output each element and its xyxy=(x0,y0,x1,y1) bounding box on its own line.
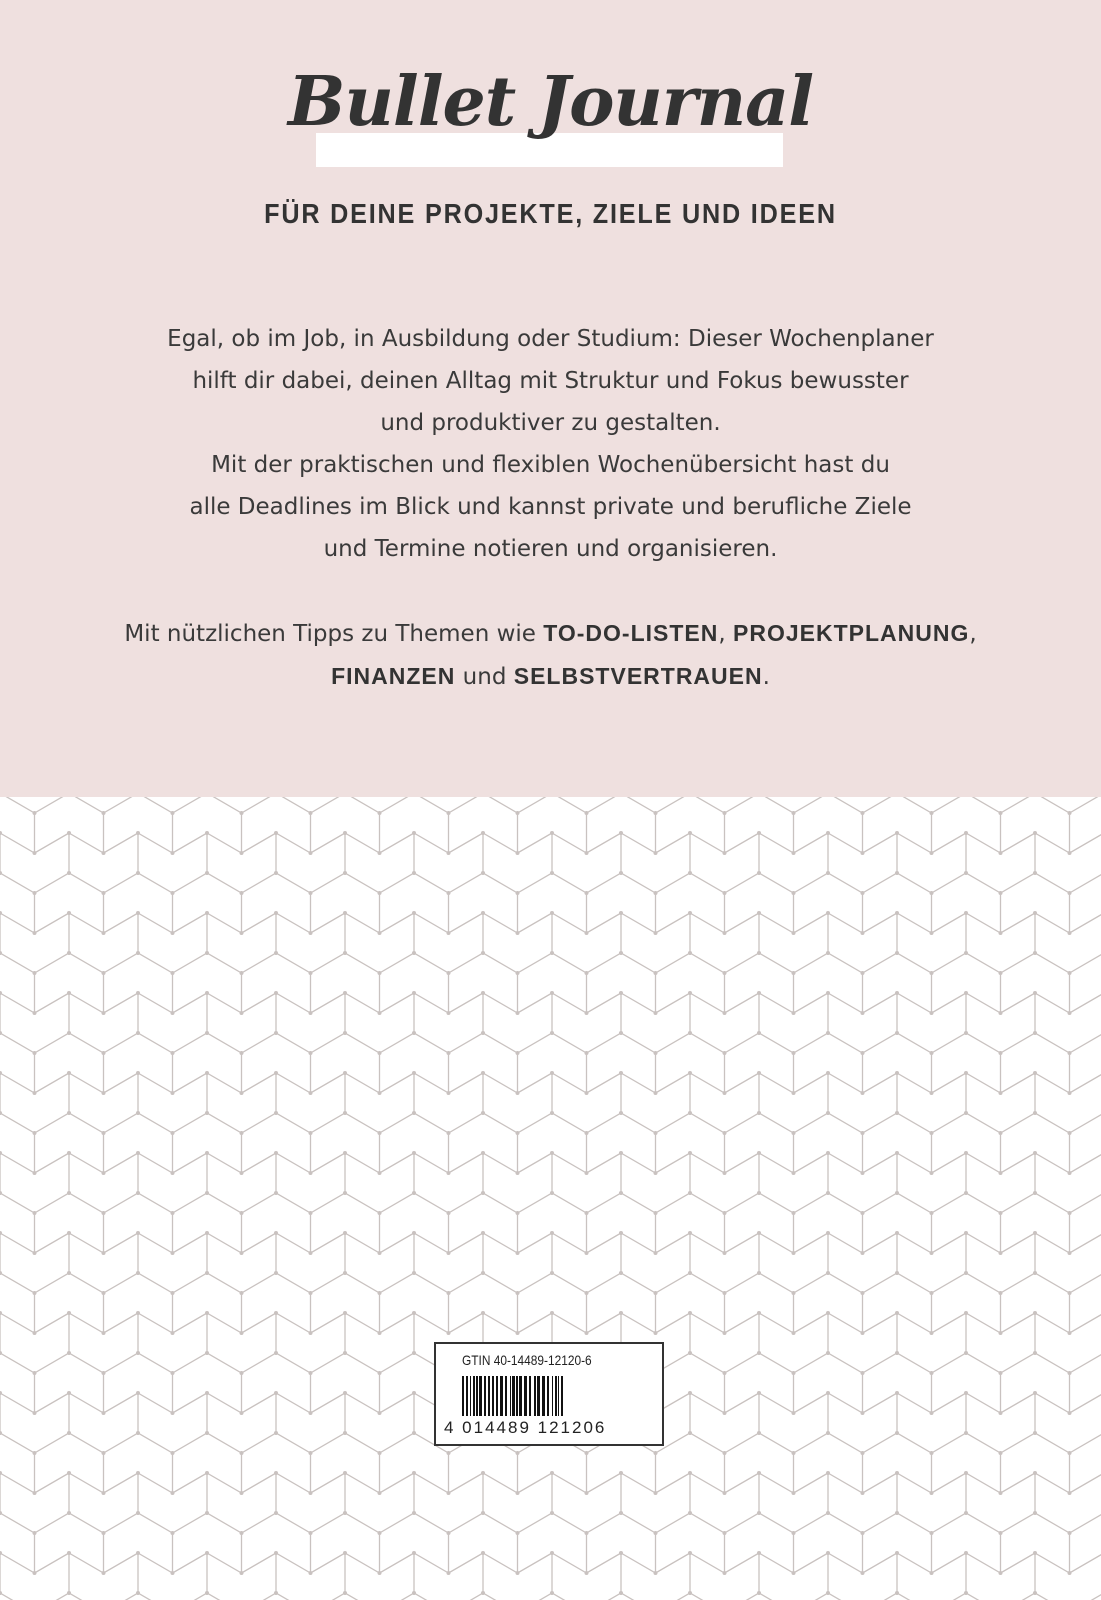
description-line: hilft dir dabei, deinen Alltag mit Struktur und Fokus bewusster xyxy=(192,368,909,394)
keyword-todo-lists: TO-DO-LISTEN xyxy=(543,620,719,646)
barcode-bars xyxy=(462,1376,622,1416)
tips-separator: , xyxy=(718,621,733,647)
barcode-bar xyxy=(496,1376,498,1416)
barcode-bar xyxy=(537,1376,540,1416)
tips-prefix: Mit nützlichen Tipps zu Themen wie xyxy=(124,621,544,647)
tips-separator: , xyxy=(969,621,977,647)
barcode-bar xyxy=(524,1376,527,1416)
barcode-bar xyxy=(484,1376,486,1416)
cube-pattern-background xyxy=(0,797,1101,1600)
barcode-bar xyxy=(561,1376,563,1416)
tips-suffix: . xyxy=(762,664,770,690)
barcode-bar xyxy=(534,1376,536,1416)
top-panel xyxy=(0,0,1101,797)
barcode-bar xyxy=(510,1376,511,1416)
barcode-bar xyxy=(512,1376,515,1416)
tips-connector: und xyxy=(455,664,514,690)
tips-line-1 xyxy=(0,612,1101,655)
barcode-bar xyxy=(547,1376,549,1416)
barcode-bar xyxy=(488,1376,490,1416)
barcode-bar xyxy=(476,1376,478,1416)
description-line: Mit der praktischen und flexiblen Wochenübersicht hast du xyxy=(211,452,890,478)
barcode-bar xyxy=(555,1376,557,1416)
barcode-bar xyxy=(529,1376,531,1416)
barcode-bar xyxy=(473,1376,475,1416)
barcode-bar xyxy=(470,1376,471,1416)
barcode-bar xyxy=(462,1376,464,1416)
description-line: und Termine notieren und organisieren. xyxy=(323,536,778,562)
barcode-bar xyxy=(500,1376,503,1416)
tips-line-2 xyxy=(0,655,1101,698)
description-paragraph xyxy=(0,318,1101,570)
book-title: Bullet Journal xyxy=(287,62,814,142)
keyword-project-planning: PROJEKTPLANUNG xyxy=(733,620,970,646)
description-line: und produktiver zu gestalten. xyxy=(380,410,721,436)
barcode-label xyxy=(434,1342,664,1446)
barcode-bar xyxy=(505,1376,507,1416)
description-line: alle Deadlines im Blick und kannst private und berufliche Ziele xyxy=(189,494,912,520)
book-subtitle: FÜR DEINE PROJEKTE, ZIELE UND IDEEN xyxy=(264,198,837,229)
gtin-number: GTIN 40-14489-12120-6 xyxy=(462,1352,592,1368)
barcode-bar xyxy=(516,1376,518,1416)
barcode-digits: 4 014489 121206 xyxy=(444,1418,607,1437)
barcode-bar xyxy=(558,1376,559,1416)
barcode-bar xyxy=(542,1376,545,1416)
tips-paragraph xyxy=(0,612,1101,698)
barcode-bar xyxy=(492,1376,494,1416)
keyword-self-confidence: SELBSTVERTRAUEN xyxy=(513,663,763,689)
description-line: Egal, ob im Job, in Ausbildung oder Studium: Dieser Wochenplaner xyxy=(167,326,934,352)
keyword-finances: FINANZEN xyxy=(331,663,456,689)
barcode-bar xyxy=(519,1376,522,1416)
barcode-bar xyxy=(466,1376,468,1416)
barcode-bar xyxy=(552,1376,553,1416)
barcode-bar xyxy=(479,1376,482,1416)
